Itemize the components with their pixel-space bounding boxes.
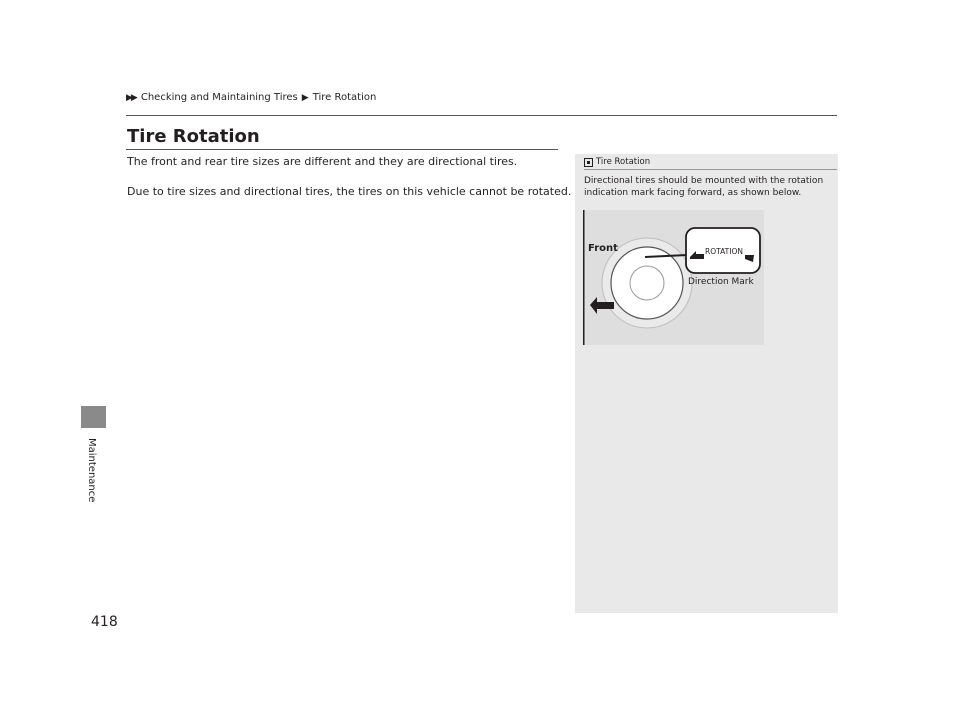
rotation-label: ROTATION: [705, 247, 743, 256]
page-number: 418: [91, 614, 118, 630]
header-divider: [126, 115, 837, 116]
arrow-icon: ▶: [301, 92, 309, 103]
note-heading: [584, 157, 650, 167]
body-paragraph-1: The front and rear tire sizes are different and they are directional tires.: [127, 155, 518, 168]
tire-hub-icon: [630, 266, 664, 300]
note-heading-text: Tire Rotation: [596, 157, 651, 167]
note-divider: [584, 169, 837, 170]
breadcrumb-parent[interactable]: Checking and Maintaining Tires: [140, 92, 298, 103]
title-divider: [126, 149, 558, 150]
double-arrow-icon: ▶▶: [126, 92, 136, 103]
breadcrumb: [126, 92, 376, 103]
note-marker-icon: [584, 158, 593, 167]
breadcrumb-current[interactable]: Tire Rotation: [312, 92, 377, 103]
note-text: Directional tires should be mounted with the rotation indication mark facing forward, as shown below.: [584, 176, 824, 198]
front-label: Front: [588, 243, 618, 254]
direction-mark-label: Direction Mark: [688, 277, 754, 287]
illustration-left-edge: [583, 210, 585, 345]
section-side-label: Maintenance: [86, 438, 97, 503]
page-title: Tire Rotation: [127, 126, 260, 147]
tire-rotation-illustration: [583, 210, 765, 345]
body-paragraph-2: Due to tire sizes and directional tires, the tires on this vehicle cannot be rotated.: [127, 185, 572, 198]
section-tab: [81, 406, 106, 428]
